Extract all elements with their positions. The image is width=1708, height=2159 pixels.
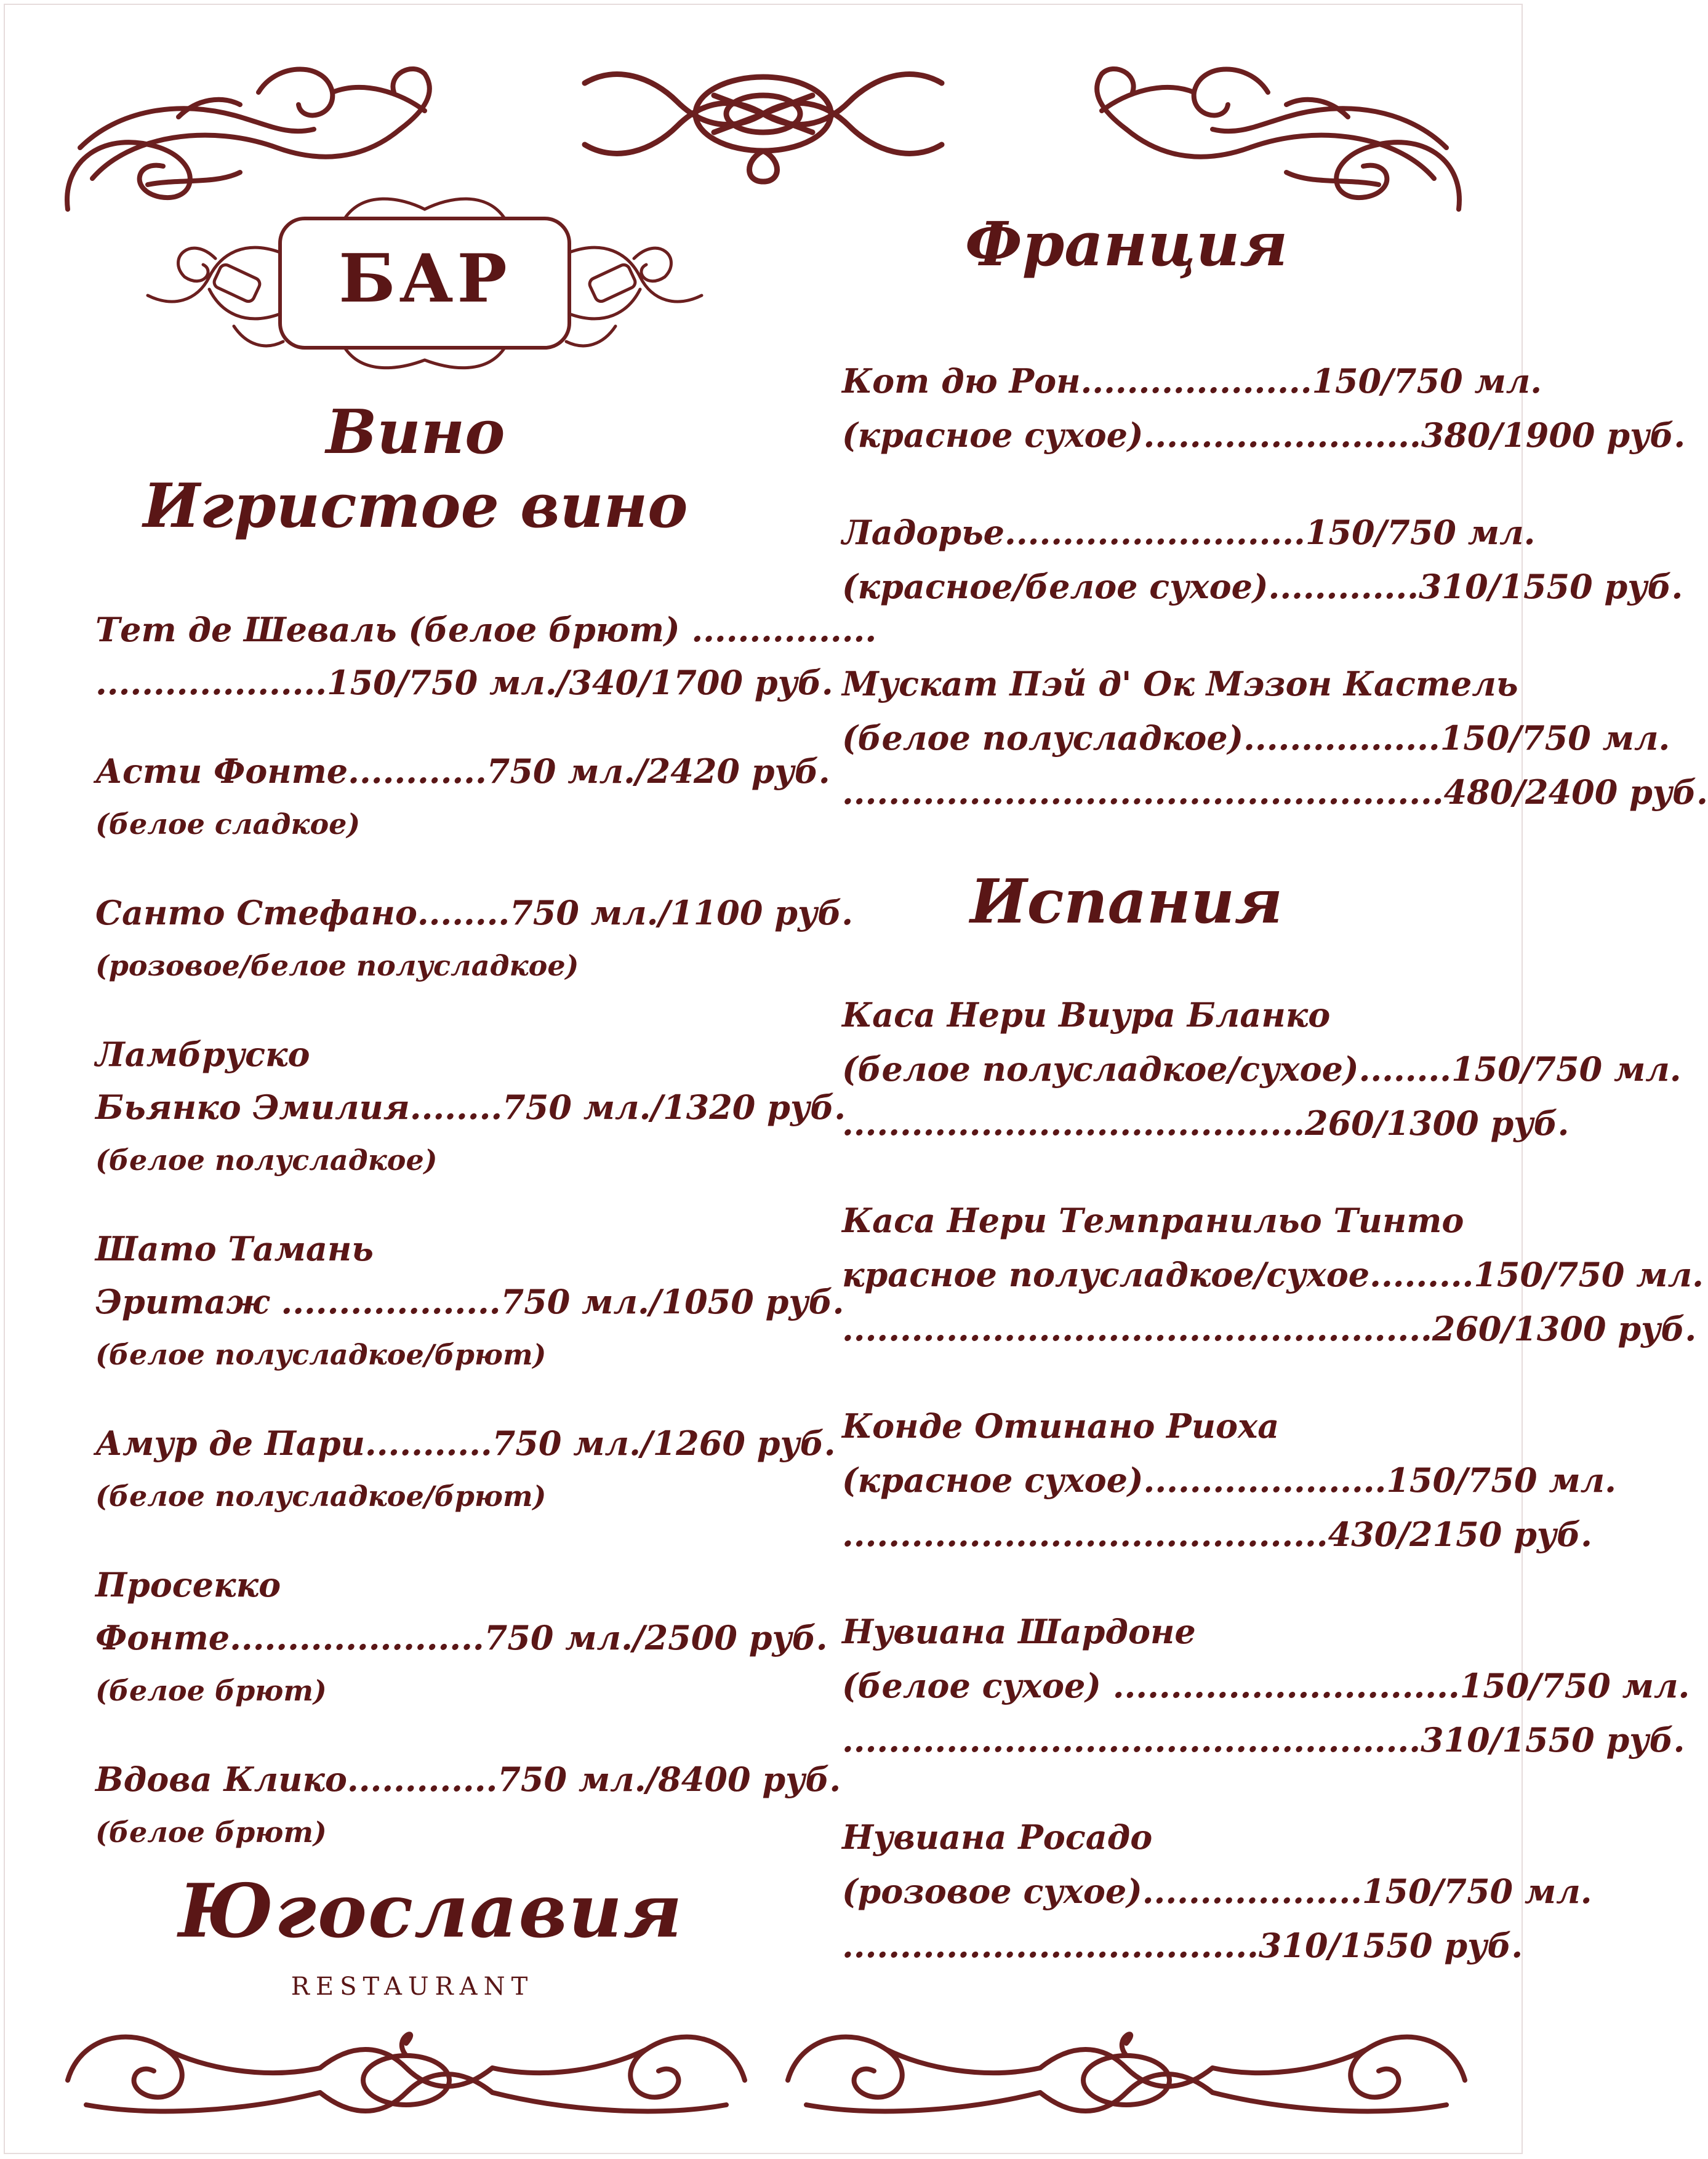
list-item: Кот дю Рон....................150/750 мл. (красное сухое)........................380/1900 руб. [842, 361, 1686, 455]
list-item: Ладорье..........................150/750 мл. (красное/белое сухое).............310/1550 руб. [842, 513, 1683, 606]
list-item: Каса Нери Виура Бланко (белое полусладкое/сухое)........150/750 мл. ........................................260/1300 руб. [842, 995, 1682, 1143]
list-item: Ламбруско Бьянко Эмилия........750 мл./1320 руб. (белое полусладкое) [95, 1035, 846, 1177]
list-item: Асти Фонте............750 мл./2420 руб. (белое сладкое) [95, 751, 830, 841]
knot-ornament-top-icon [579, 58, 948, 188]
restaurant-logo-subtitle: RESTAURANT [291, 1973, 534, 2001]
heading-sparkling-wine: Игристое вино [143, 471, 688, 542]
list-item: Шато Тамань Эритаж ...................750 мл./1050 руб. (белое полусладкое/брют) [95, 1229, 844, 1371]
list-item: Каса Нери Темпранильо Тинто красное полусладкое/сухое.........150/750 мл. ...................................................260/1300 руб. [842, 1201, 1704, 1348]
list-item: Нувиана Шардоне (белое сухое) ..............................150/750 мл. ..................................................310/1550 руб. [842, 1612, 1690, 1760]
france-wine-list [842, 354, 1708, 862]
list-item: Санто Стефано........750 мл./1100 руб. (розовое/белое полусладкое) [95, 893, 854, 982]
restaurant-logo: Югославия [178, 1868, 684, 1955]
sparkling-wine-list [95, 603, 877, 1894]
bar-title: БАР [339, 240, 511, 318]
list-item: Просекко Фонте......................750 мл./2500 руб. (белое брют) [95, 1565, 828, 1707]
list-item: Нувиана Росадо (розовое сухое)...................150/750 мл. ....................................310/1550 руб. [842, 1817, 1592, 1965]
heading-spain: Испания [970, 867, 1283, 937]
list-item: Вдова Клико.............750 мл./8400 руб. (белое брют) [95, 1760, 841, 1849]
list-item: Тет де Шеваль (белое брют) ................ ....................150/750 мл./340/1700 руб. [95, 610, 877, 702]
list-item: Конде Отинано Риоха (красное сухое).....................150/750 мл. ..........................................430/2150 руб. [842, 1406, 1616, 1554]
flourish-bottom-left-icon [62, 2013, 751, 2117]
heading-france: Франция [964, 209, 1288, 280]
flourish-top-right-icon [1077, 55, 1471, 215]
heading-wine: Вино [326, 397, 505, 468]
list-item: Мускат Пэй д' Ок Мэзон Кастель (белое полусладкое).................150/750 мл. ....................................................480/2400 руб. [842, 664, 1708, 812]
flourish-bottom-right-icon [782, 2013, 1471, 2117]
spain-wine-list [842, 988, 1704, 2016]
list-item: Амур де Пари...........750 мл./1260 руб. (белое полусладкое/брют) [95, 1424, 836, 1513]
